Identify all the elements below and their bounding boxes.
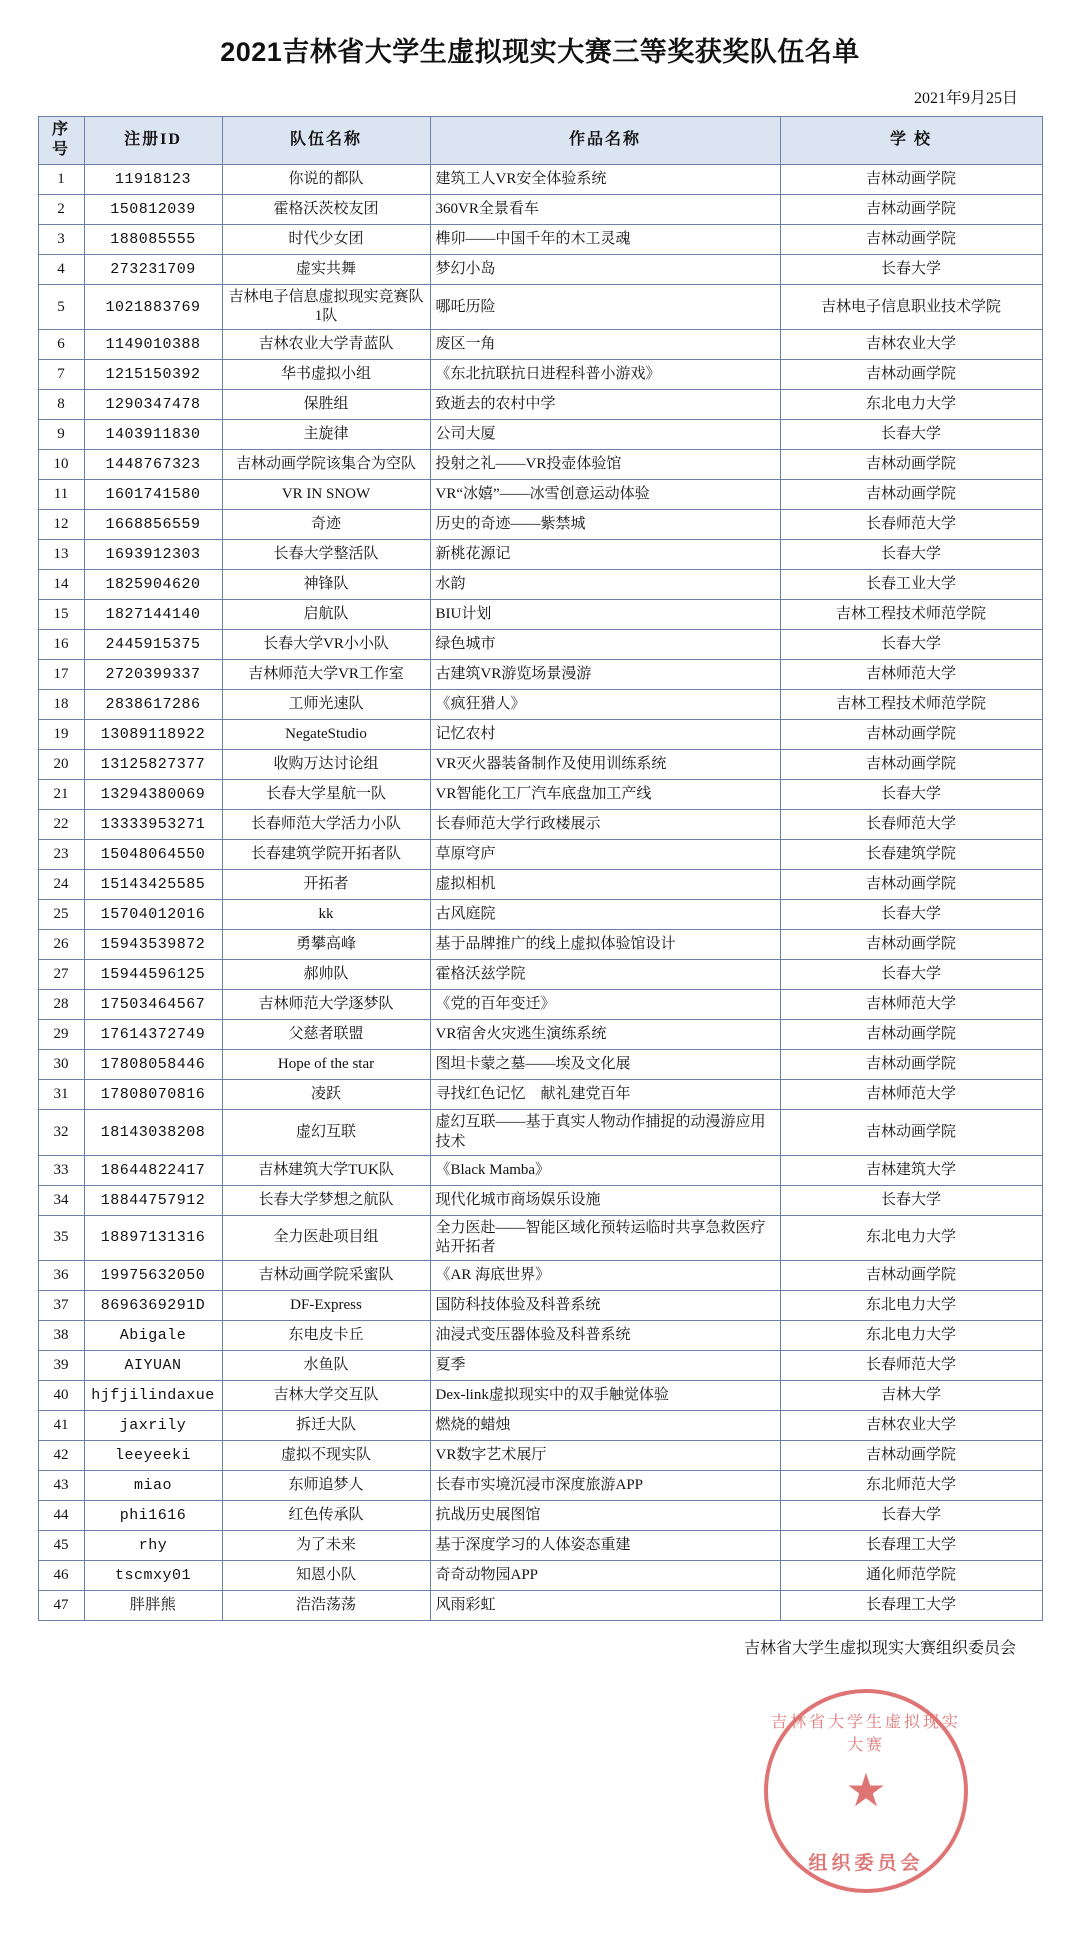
cell-register-id: 1448767323 [84,450,222,480]
cell-register-id: 15048064550 [84,840,222,870]
cell-school: 吉林建筑大学 [780,1155,1042,1185]
column-header-work-name: 作品名称 [430,117,780,165]
table-row [38,1155,1042,1185]
cell-school: 长春大学 [780,900,1042,930]
cell-school: 长春师范大学 [780,1351,1042,1381]
table-row [38,1185,1042,1215]
cell-no: 38 [38,1321,84,1351]
cell-team-name: 奇迹 [222,510,430,540]
table-header-row [38,117,1042,165]
cell-school: 通化师范学院 [780,1561,1042,1591]
cell-school: 长春理工大学 [780,1591,1042,1621]
cell-register-id: 2838617286 [84,690,222,720]
cell-register-id: 胖胖熊 [84,1591,222,1621]
table-row [38,960,1042,990]
table-row [38,1351,1042,1381]
cell-no: 27 [38,960,84,990]
cell-no: 16 [38,630,84,660]
cell-no: 43 [38,1471,84,1501]
cell-register-id: 1601741580 [84,480,222,510]
cell-school: 吉林动画学院 [780,360,1042,390]
cell-school: 东北电力大学 [780,1215,1042,1260]
table-row [38,450,1042,480]
cell-school: 长春大学 [780,420,1042,450]
cell-register-id: leeyeeki [84,1441,222,1471]
cell-no: 41 [38,1411,84,1441]
seal-top-text: 吉林省大学生虚拟现实大赛 [770,1714,961,1754]
cell-work-name: 基于深度学习的人体姿态重建 [430,1531,780,1561]
cell-team-name: DF-Express [222,1291,430,1321]
cell-work-name: VR“冰嬉”——冰雪创意运动体验 [430,480,780,510]
cell-register-id: 19975632050 [84,1261,222,1291]
seal-star-icon: ★ [845,1765,887,1816]
cell-school: 吉林动画学院 [780,194,1042,224]
cell-work-name: VR数字艺术展厅 [430,1441,780,1471]
cell-no: 42 [38,1441,84,1471]
cell-no: 30 [38,1050,84,1080]
cell-team-name: 华书虚拟小组 [222,360,430,390]
cell-register-id: 17614372749 [84,1020,222,1050]
cell-work-name: 《党的百年变迁》 [430,990,780,1020]
cell-school: 吉林农业大学 [780,1411,1042,1441]
cell-register-id: 18897131316 [84,1215,222,1260]
cell-team-name: Hope of the star [222,1050,430,1080]
cell-work-name: 历史的奇迹——紫禁城 [430,510,780,540]
cell-no: 35 [38,1215,84,1260]
cell-team-name: 长春建筑学院开拓者队 [222,840,430,870]
table-row [38,1291,1042,1321]
cell-school: 吉林动画学院 [780,164,1042,194]
cell-register-id: 1290347478 [84,390,222,420]
cell-work-name: 长春市实境沉浸市深度旅游APP [430,1471,780,1501]
cell-school: 东北电力大学 [780,1291,1042,1321]
table-row [38,810,1042,840]
cell-school: 吉林动画学院 [780,1261,1042,1291]
cell-work-name: BIU计划 [430,600,780,630]
table-row [38,1050,1042,1080]
cell-team-name: 主旋律 [222,420,430,450]
cell-work-name: 寻找红色记忆 献礼建党百年 [430,1080,780,1110]
cell-no: 21 [38,780,84,810]
cell-no: 7 [38,360,84,390]
cell-register-id: 13125827377 [84,750,222,780]
cell-work-name: 建筑工人VR安全体验系统 [430,164,780,194]
cell-team-name: 红色传承队 [222,1501,430,1531]
cell-team-name: 虚幻互联 [222,1110,430,1155]
cell-team-name: 吉林建筑大学TUK队 [222,1155,430,1185]
cell-school: 长春大学 [780,630,1042,660]
cell-team-name: 启航队 [222,600,430,630]
cell-no: 3 [38,224,84,254]
cell-register-id: 17808070816 [84,1080,222,1110]
cell-register-id: rhy [84,1531,222,1561]
cell-register-id: 15944596125 [84,960,222,990]
cell-no: 2 [38,194,84,224]
table-row [38,1471,1042,1501]
cell-no: 1 [38,164,84,194]
table-row [38,570,1042,600]
table-row [38,1215,1042,1260]
table-row [38,510,1042,540]
cell-school: 长春理工大学 [780,1531,1042,1561]
table-row [38,164,1042,194]
cell-work-name: 现代化城市商场娱乐设施 [430,1185,780,1215]
table-row [38,1261,1042,1291]
cell-team-name: 长春大学星航一队 [222,780,430,810]
cell-school: 长春大学 [780,540,1042,570]
cell-school: 吉林动画学院 [780,450,1042,480]
cell-school: 吉林动画学院 [780,480,1042,510]
cell-school: 吉林师范大学 [780,660,1042,690]
cell-register-id: 273231709 [84,254,222,284]
cell-register-id: tscmxy01 [84,1561,222,1591]
cell-school: 吉林动画学院 [780,224,1042,254]
cell-school: 长春师范大学 [780,810,1042,840]
cell-register-id: 1403911830 [84,420,222,450]
cell-register-id: Abigale [84,1321,222,1351]
cell-register-id: AIYUAN [84,1351,222,1381]
cell-school: 长春师范大学 [780,510,1042,540]
cell-team-name: 东师追梦人 [222,1471,430,1501]
cell-no: 14 [38,570,84,600]
table-row [38,390,1042,420]
cell-register-id: 17808058446 [84,1050,222,1080]
cell-work-name: 图坦卡蒙之墓——埃及文化展 [430,1050,780,1080]
cell-school: 吉林农业大学 [780,330,1042,360]
cell-team-name: 长春师范大学活力小队 [222,810,430,840]
cell-register-id: 188085555 [84,224,222,254]
table-row [38,1501,1042,1531]
cell-register-id: miao [84,1471,222,1501]
table-row [38,1080,1042,1110]
cell-no: 29 [38,1020,84,1050]
cell-work-name: 《疯狂猎人》 [430,690,780,720]
table-row [38,870,1042,900]
cell-register-id: 13089118922 [84,720,222,750]
cell-work-name: 虚拟相机 [430,870,780,900]
table-row [38,330,1042,360]
cell-no: 46 [38,1561,84,1591]
cell-team-name: 吉林农业大学青蓝队 [222,330,430,360]
cell-team-name: VR IN SNOW [222,480,430,510]
table-row [38,480,1042,510]
cell-register-id: 2445915375 [84,630,222,660]
table-body [38,164,1042,1620]
cell-school: 吉林动画学院 [780,1441,1042,1471]
cell-no: 45 [38,1531,84,1561]
cell-no: 9 [38,420,84,450]
table-row [38,1561,1042,1591]
cell-no: 22 [38,810,84,840]
cell-work-name: 基于品牌推广的线上虚拟体验馆设计 [430,930,780,960]
cell-school: 吉林动画学院 [780,1020,1042,1050]
cell-school: 吉林师范大学 [780,990,1042,1020]
cell-register-id: hjfjilindaxue [84,1381,222,1411]
cell-work-name: 虚幻互联——基于真实人物动作捕捉的动漫游应用技术 [430,1110,780,1155]
cell-team-name: 拆迁大队 [222,1411,430,1441]
cell-school: 吉林师范大学 [780,1080,1042,1110]
cell-work-name: 《Black Mamba》 [430,1155,780,1185]
cell-work-name: 全力医赴——智能区域化预转运临时共享急救医疗站开拓者 [430,1215,780,1260]
table-row [38,780,1042,810]
cell-work-name: VR灭火器装备制作及使用训练系统 [430,750,780,780]
table-row [38,930,1042,960]
cell-register-id: 18844757912 [84,1185,222,1215]
cell-register-id: jaxrily [84,1411,222,1441]
cell-register-id: 1693912303 [84,540,222,570]
cell-team-name: kk [222,900,430,930]
cell-no: 34 [38,1185,84,1215]
table-row [38,420,1042,450]
cell-work-name: 《东北抗联抗日进程科普小游戏》 [430,360,780,390]
cell-team-name: 你说的都队 [222,164,430,194]
table-row [38,1381,1042,1411]
table-row [38,1531,1042,1561]
cell-no: 28 [38,990,84,1020]
cell-work-name: 水韵 [430,570,780,600]
cell-team-name: 为了未来 [222,1531,430,1561]
footer-signature: 吉林省大学生虚拟现实大赛组织委员会 [743,1640,1016,1658]
cell-team-name: NegateStudio [222,720,430,750]
cell-team-name: 吉林大学交互队 [222,1381,430,1411]
cell-team-name: 吉林动画学院该集合为空队 [222,450,430,480]
cell-work-name: 长春师范大学行政楼展示 [430,810,780,840]
cell-school: 长春大学 [780,1501,1042,1531]
cell-work-name: VR宿舍火灾逃生演练系统 [430,1020,780,1050]
table-row [38,600,1042,630]
table-row [38,1591,1042,1621]
cell-register-id: 15704012016 [84,900,222,930]
table-row [38,690,1042,720]
cell-team-name: 长春大学VR小小队 [222,630,430,660]
cell-register-id: 13294380069 [84,780,222,810]
column-header-no: 序号 [38,117,84,165]
cell-school: 东北电力大学 [780,1321,1042,1351]
cell-team-name: 父慈者联盟 [222,1020,430,1050]
table-row [38,540,1042,570]
cell-work-name: 新桃花源记 [430,540,780,570]
cell-work-name: 绿色城市 [430,630,780,660]
table-row [38,990,1042,1020]
cell-work-name: 古风庭院 [430,900,780,930]
cell-team-name: 开拓者 [222,870,430,900]
cell-register-id: 1215150392 [84,360,222,390]
cell-work-name: 夏季 [430,1351,780,1381]
cell-team-name: 霍格沃茨校友团 [222,194,430,224]
cell-no: 13 [38,540,84,570]
table-row [38,194,1042,224]
cell-school: 长春大学 [780,254,1042,284]
cell-school: 吉林工程技术师范学院 [780,600,1042,630]
table-row [38,900,1042,930]
column-header-team-name: 队伍名称 [222,117,430,165]
cell-no: 26 [38,930,84,960]
cell-no: 4 [38,254,84,284]
cell-team-name: 浩浩荡荡 [222,1591,430,1621]
table-row [38,750,1042,780]
table-row [38,1321,1042,1351]
cell-team-name: 吉林师范大学VR工作室 [222,660,430,690]
cell-work-name: 国防科技体验及科普系统 [430,1291,780,1321]
cell-register-id: 13333953271 [84,810,222,840]
cell-team-name: 收购万达讨论组 [222,750,430,780]
table-row [38,360,1042,390]
cell-work-name: VR智能化工厂汽车底盘加工产线 [430,780,780,810]
cell-no: 36 [38,1261,84,1291]
page-title: 2021吉林省大学生虚拟现实大赛三等奖获奖队伍名单 [220,37,860,67]
cell-work-name: 榫卯——中国千年的木工灵魂 [430,224,780,254]
cell-team-name: 郝帅队 [222,960,430,990]
cell-school: 吉林动画学院 [780,1050,1042,1080]
table-row [38,284,1042,329]
cell-school: 吉林动画学院 [780,750,1042,780]
cell-register-id: 1827144140 [84,600,222,630]
cell-work-name: 抗战历史展图馆 [430,1501,780,1531]
cell-register-id: 15143425585 [84,870,222,900]
cell-school: 吉林电子信息职业技术学院 [780,284,1042,329]
cell-register-id: 150812039 [84,194,222,224]
cell-no: 17 [38,660,84,690]
cell-register-id: phi1616 [84,1501,222,1531]
cell-work-name: 油浸式变压器体验及科普系统 [430,1321,780,1351]
document-date: 2021年9月25日 [913,90,1018,107]
column-header-register-id: 注册ID [84,117,222,165]
cell-no: 12 [38,510,84,540]
cell-work-name: 致逝去的农村中学 [430,390,780,420]
cell-team-name: 时代少女团 [222,224,430,254]
cell-register-id: 1021883769 [84,284,222,329]
cell-team-name: 神锋队 [222,570,430,600]
cell-no: 18 [38,690,84,720]
cell-no: 6 [38,330,84,360]
cell-work-name: 《AR 海底世界》 [430,1261,780,1291]
cell-no: 37 [38,1291,84,1321]
cell-no: 10 [38,450,84,480]
cell-work-name: 废区一角 [430,330,780,360]
cell-no: 25 [38,900,84,930]
cell-no: 8 [38,390,84,420]
cell-team-name: 工师光速队 [222,690,430,720]
cell-school: 吉林工程技术师范学院 [780,690,1042,720]
cell-school: 吉林大学 [780,1381,1042,1411]
award-list-table [38,116,1043,1621]
cell-work-name: 哪吒历险 [430,284,780,329]
cell-team-name: 长春大学整活队 [222,540,430,570]
cell-register-id: 18644822417 [84,1155,222,1185]
cell-register-id: 15943539872 [84,930,222,960]
cell-no: 39 [38,1351,84,1381]
cell-team-name: 虚拟不现实队 [222,1441,430,1471]
cell-register-id: 1825904620 [84,570,222,600]
cell-work-name: 记忆农村 [430,720,780,750]
cell-work-name: 古建筑VR游览场景漫游 [430,660,780,690]
cell-register-id: 11918123 [84,164,222,194]
cell-school: 长春大学 [780,1185,1042,1215]
cell-team-name: 知恩小队 [222,1561,430,1591]
cell-register-id: 1668856559 [84,510,222,540]
cell-work-name: 风雨彩虹 [430,1591,780,1621]
cell-school: 长春大学 [780,960,1042,990]
cell-register-id: 1149010388 [84,330,222,360]
official-seal-icon [764,1689,968,1893]
table-row [38,1411,1042,1441]
cell-team-name: 全力医赴项目组 [222,1215,430,1260]
table-row [38,1110,1042,1155]
cell-team-name: 东电皮卡丘 [222,1321,430,1351]
cell-work-name: Dex-link虚拟现实中的双手触觉体验 [430,1381,780,1411]
cell-school: 吉林动画学院 [780,930,1042,960]
cell-work-name: 燃烧的蜡烛 [430,1411,780,1441]
cell-no: 33 [38,1155,84,1185]
table-row [38,1020,1042,1050]
cell-team-name: 虚实共舞 [222,254,430,284]
cell-team-name: 勇攀高峰 [222,930,430,960]
table-row [38,630,1042,660]
cell-team-name: 吉林师范大学逐梦队 [222,990,430,1020]
cell-team-name: 水鱼队 [222,1351,430,1381]
cell-work-name: 360VR全景看车 [430,194,780,224]
cell-no: 40 [38,1381,84,1411]
cell-no: 31 [38,1080,84,1110]
cell-school: 东北电力大学 [780,390,1042,420]
cell-no: 11 [38,480,84,510]
cell-no: 15 [38,600,84,630]
cell-no: 5 [38,284,84,329]
cell-no: 24 [38,870,84,900]
table-row [38,1441,1042,1471]
cell-team-name: 凌跃 [222,1080,430,1110]
table-header [38,117,1042,165]
cell-team-name: 长春大学梦想之航队 [222,1185,430,1215]
cell-no: 47 [38,1591,84,1621]
cell-work-name: 投射之礼——VR投壶体验馆 [430,450,780,480]
cell-work-name: 公司大厦 [430,420,780,450]
cell-no: 19 [38,720,84,750]
cell-school: 东北师范大学 [780,1471,1042,1501]
cell-work-name: 霍格沃兹学院 [430,960,780,990]
cell-school: 吉林动画学院 [780,1110,1042,1155]
cell-work-name: 奇奇动物园APP [430,1561,780,1591]
cell-register-id: 8696369291D [84,1291,222,1321]
table-row [38,720,1042,750]
cell-register-id: 18143038208 [84,1110,222,1155]
cell-work-name: 梦幻小岛 [430,254,780,284]
table-row [38,224,1042,254]
cell-work-name: 草原穹庐 [430,840,780,870]
cell-school: 长春大学 [780,780,1042,810]
seal-bottom-text: 组织委员会 [808,1853,924,1874]
cell-no: 23 [38,840,84,870]
cell-register-id: 17503464567 [84,990,222,1020]
cell-register-id: 2720399337 [84,660,222,690]
cell-school: 长春工业大学 [780,570,1042,600]
table-row [38,660,1042,690]
table-row [38,254,1042,284]
table-row [38,840,1042,870]
cell-no: 20 [38,750,84,780]
cell-no: 32 [38,1110,84,1155]
cell-school: 吉林动画学院 [780,720,1042,750]
cell-team-name: 保胜组 [222,390,430,420]
column-header-school: 学 校 [780,117,1042,165]
cell-no: 44 [38,1501,84,1531]
cell-school: 长春建筑学院 [780,840,1042,870]
cell-team-name: 吉林动画学院采蜜队 [222,1261,430,1291]
cell-school: 吉林动画学院 [780,870,1042,900]
cell-team-name: 吉林电子信息虚拟现实竞赛队1队 [222,284,430,329]
